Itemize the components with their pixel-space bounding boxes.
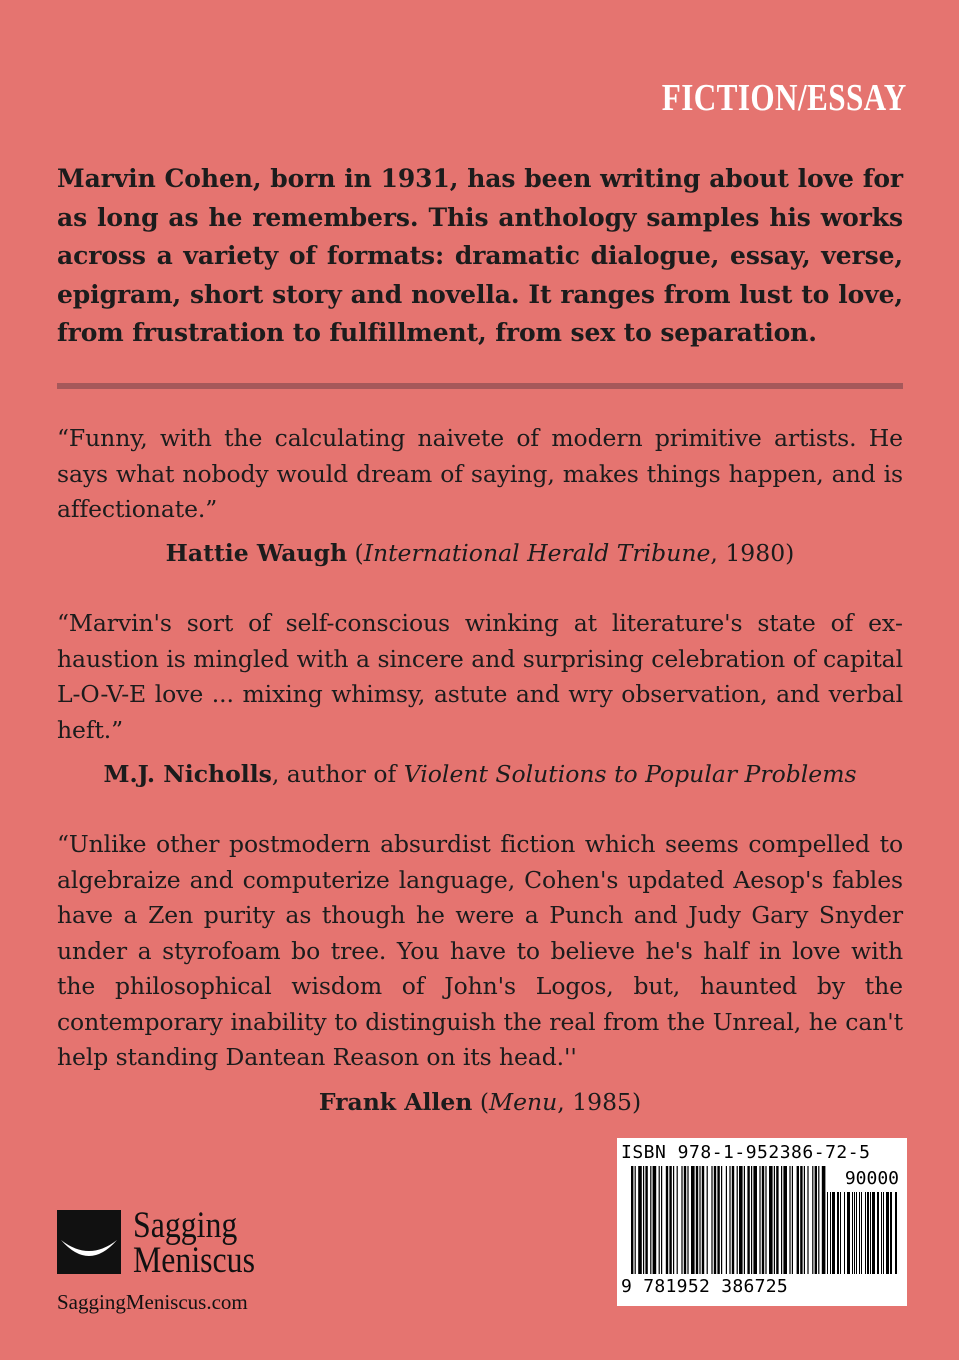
review-quote-2: “Marvin's sort of self-conscious winking at literature's state of exhaustion is mingled with a sincere and surprising celebration of capital L-O-V-E love ... mixing whimsy, astute and wry observation, and verbal heft.” (57, 609, 903, 744)
review-source: Violent Solutions to Popular Problems (403, 760, 857, 788)
book-description (57, 160, 903, 353)
genre-label: FICTION/ESSAY (662, 77, 907, 119)
meniscus-icon (57, 1210, 121, 1274)
reviewer-name: Hattie Waugh (165, 539, 348, 567)
reviewer-name: Frank Allen (318, 1088, 473, 1116)
attribution-text: ( (347, 539, 364, 567)
review-quote-1: “Funny, with the calculating naivete of modern primitive artists. He says what nobody would dream of saying, makes things happen, and is affectionate.” (57, 424, 903, 523)
publisher-name-line2: Meniscus (133, 1240, 255, 1281)
publisher-name-line1: Sagging (133, 1205, 238, 1246)
attribution-text: , author of (271, 760, 404, 788)
review-quote-3: “Unlike other postmodern absurdist fiction which seems compelled to algebraize and computerize language, Cohen's updated Aesop's fables have a Zen purity as though he were a Punch and Judy Gary Snyder under a styrofoam bo tree. You have to believe he's half in love with the philosophical wisdom of John's Logos, but, haunted by the contemporary inability to distinguish the real from the Unreal, he can't help standing Dantean Reason on its head.'' (57, 830, 903, 1071)
review-source: International Herald Tribune (363, 539, 711, 567)
section-divider (57, 383, 903, 389)
attribution-text: , 1980) (710, 539, 795, 567)
isbn-barcode (617, 1138, 907, 1306)
review-attribution-2 (57, 759, 903, 789)
description-body: . This anthology samples his works across a variety of formats: dramatic dialogue, essay, verse, epigram, short story and novella. It ranges from lust to love, from frustration to fulfillment, from sex to separation. (57, 202, 903, 347)
review-attribution-3 (57, 1087, 903, 1117)
attribution-text: , 1985) (557, 1088, 642, 1116)
attribution-text: ( (472, 1088, 490, 1116)
description-lead: Marvin Cohen, born in 1931, has been writing about love for as long as he remembers (57, 164, 903, 232)
isbn-label: ISBN 978-1-952386-72-5 (621, 1142, 871, 1163)
review-attribution-1 (57, 538, 903, 568)
price-code: 90000 (844, 1168, 899, 1189)
reviewer-name: M.J. Nicholls (103, 760, 272, 788)
barcode-digits: 9 781952 386725 (621, 1276, 789, 1297)
review-source: Menu (489, 1088, 558, 1116)
publisher-logo (57, 1205, 287, 1288)
publisher-url: SaggingMeniscus.com (57, 1290, 248, 1314)
publisher-name (133, 1205, 255, 1281)
